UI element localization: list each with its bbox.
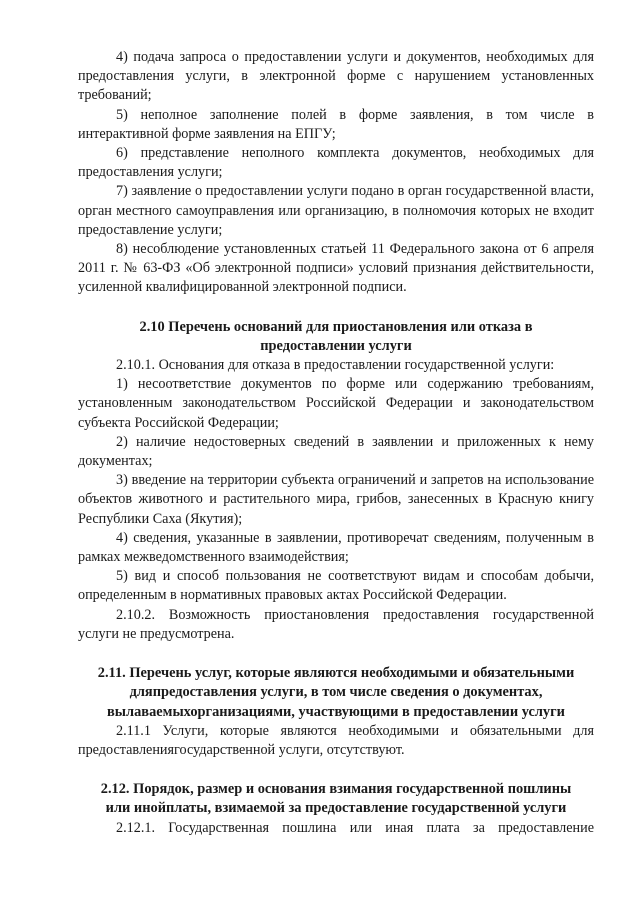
paragraph: 2.11.1 Услуги, которые являются необходимыми и обязательными для предоставлениягосударственной услуги, отсутствуют. xyxy=(78,722,594,758)
list-item: 5) вид и способ пользования не соответствуют видам и способам добычи, определенным в нормативных правовых актах Российской Федерации. xyxy=(78,568,594,604)
section-heading: 2.10 Перечень оснований для приостановления или отказа в xyxy=(139,318,533,335)
list-item: 4) сведения, указанные в заявлении, противоречат сведениям, полученным в рамках межведомственного взаимодействия; xyxy=(78,529,594,566)
list-item: 6) представление неполного комплекта документов, необходимых для предоставления услуги; xyxy=(78,145,594,181)
paragraph: 2.10.2. Возможность приостановления предоставления государственной услуги не предусмотрена. xyxy=(78,606,594,642)
section-heading: или инойплаты, взимаемой за предоставление государственной услуги xyxy=(105,800,567,817)
paragraph: 2.10.1. Основания для отказа в предоставлении государственной услуги: xyxy=(116,357,555,374)
section-heading: предоставлении услуги xyxy=(260,337,412,354)
section-heading: дляпредоставления услуги, в том числе сведения о документах, xyxy=(129,684,543,701)
paragraph: 2.12.1. Государственная пошлина или иная плата за предоставление xyxy=(116,819,594,836)
list-item: 4) подача запроса о предоставлении услуги и документов, необходимых для предоставления услуги, в электронной форме с нарушением установленных требований; xyxy=(78,49,594,104)
section-heading: вылаваемыхорганизациями, участвующими в предоставлении услуги xyxy=(107,703,565,720)
document-page xyxy=(78,48,594,838)
list-item: 5) неполное заполнение полей в форме заявления, в том числе в интерактивной форме заявления на ЕПГУ; xyxy=(78,106,594,142)
list-item: 3) введение на территории субъекта ограничений и запретов на использование объектов животного и растительного мира, грибов, занесенных в Красную книгу Республики Саха (Якутия); xyxy=(78,472,594,527)
list-item: 8) несоблюдение установленных статьей 11 Федерального закона от 6 апреля 2011 г. № 63-ФЗ «Об электронной подписи» условий признания действительности, усиленной квалифицированной электронной подписи. xyxy=(78,241,594,296)
section-heading: 2.12. Порядок, размер и основания взимания государственной пошлины xyxy=(100,781,572,798)
list-item: 7) заявление о предоставлении услуги подано в орган государственной власти, орган местного самоуправления или организацию, в полномочия которых не входит предоставление услуги; xyxy=(78,183,594,238)
list-item: 1) несоответствие документов по форме или содержанию требованиям, установленным законодательством Российской Федерации и законодательством субъекта Российской Федерации; xyxy=(78,376,594,431)
list-item: 2) наличие недостоверных сведений в заявлении и приложенных к нему документах; xyxy=(78,433,594,470)
section-heading: 2.11. Перечень услуг, которые являются необходимыми и обязательными xyxy=(97,665,575,682)
